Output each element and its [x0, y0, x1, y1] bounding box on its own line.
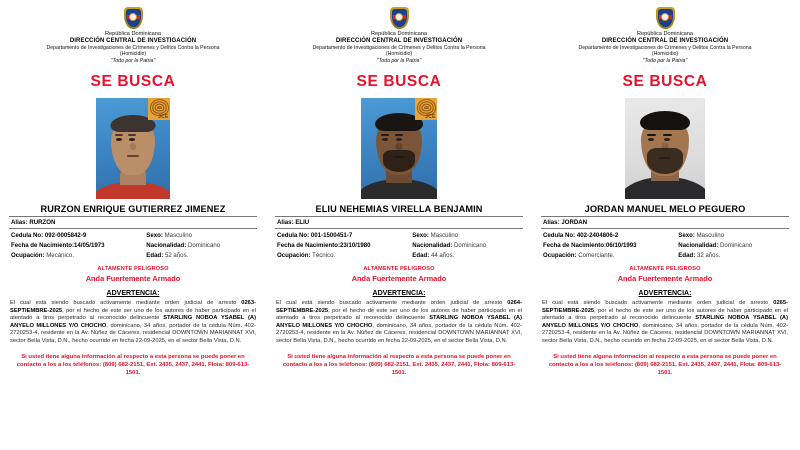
sexo-label: Sexo: [412, 232, 429, 240]
warrant-mid: , por el hecho de este ser uno de los autores de haber participado en el atentado a tiros perpetrado al reconocido delincuente [542, 307, 788, 322]
nacionalidad-label: Nacionalidad: [412, 241, 453, 249]
nacionalidad-value: Dominicano [719, 241, 753, 249]
alert-heavily-armed: Anda Fuertemente Armado [351, 273, 447, 283]
cedula-value: 402-2404806-2 [576, 232, 619, 240]
se-busca-title: SE BUSCA [622, 73, 708, 91]
suspect-data-grid [9, 232, 257, 259]
suspect-alias-row [275, 217, 523, 229]
contact-info: Si usted tiene alguna información al respecto a esta persona se puede poner en contacto a los a los teléfonos: (809) 682-2151, Ext. 2435, 2437, 2441, Flota: 809-613-1501. [16, 353, 250, 376]
header-agency: DIRECCIÓN CENTRAL DE INVESTIGACIÓN [601, 37, 729, 44]
alert-heavily-armed: Anda Fuertemente Armado [85, 273, 181, 283]
warrant-description [541, 300, 789, 346]
cedula-label: Cedula No: [11, 232, 44, 240]
advertencia-heading: ADVERTENCIA: [372, 289, 426, 297]
field-nacionalidad [678, 242, 789, 250]
ocupacion-label: Ocupación: [277, 251, 311, 259]
suspect-alias-row [541, 217, 789, 229]
poster-header [9, 31, 257, 64]
cedula-value: 001-1500451-7 [310, 232, 353, 240]
fecha-nacimiento-value: 06/10/1993 [606, 241, 637, 249]
header-unit: (Homicidio) [119, 51, 147, 58]
jce-logo-text: JCE [158, 113, 169, 120]
cedula-label: Cedula No: [277, 232, 310, 240]
ocupacion-label: Ocupación: [543, 251, 577, 259]
fecha-nacimiento-label: Fecha de Nacimiento: [277, 241, 340, 249]
alert-highly-dangerous: ALTAMENTE PELIGROSO [97, 266, 169, 273]
se-busca-title: SE BUSCA [356, 73, 442, 91]
field-fecha-nacimiento [277, 242, 412, 250]
field-fecha-nacimiento [11, 242, 146, 250]
warrant-suffix: , dominicano, 34 años, portador de la cédula Núm. 402-2720253-4, residente en la Av. Núñez de Cáceres, residencial DOWNTOWN MARIANNAT XVI, sector Bella Vista, D.N., hecho ocurrido en fecha 22-09-2025, en el sector Bella Vista, D.N. [10, 322, 256, 345]
edad-label: Edad: [146, 251, 164, 259]
police-shield-emblem-icon [124, 7, 143, 29]
header-country: República Dominicana [371, 31, 427, 37]
wanted-poster-3 [532, 0, 798, 450]
field-nacionalidad [412, 242, 523, 250]
header-unit: (Homicidio) [651, 51, 679, 58]
header-department: Departamento de Investigaciones de Crímenes y Delitos Contra la Persona [312, 45, 486, 52]
wanted-poster-2 [266, 0, 532, 450]
alias-label: Alias: [543, 219, 560, 227]
police-shield-emblem-icon [656, 7, 675, 29]
suspect-name: RURZON ENRIQUE GUTIERREZ JIMENEZ [9, 204, 257, 217]
field-ocupacion [543, 252, 678, 260]
alias-value: JORDAN [561, 219, 588, 227]
field-edad [412, 252, 523, 260]
alias-label: Alias: [11, 219, 28, 227]
warrant-mid: , por el hecho de este ser uno de los autores de haber participado en el atentado a tiros perpetrado al reconocido delincuente [10, 307, 256, 322]
police-shield-emblem-icon [390, 7, 409, 29]
jce-fingerprint-logo-icon [415, 98, 437, 120]
header-department: Departamento de Investigaciones de Crímenes y Delitos Contra la Persona [578, 45, 752, 52]
se-busca-title: SE BUSCA [90, 73, 176, 91]
ocupacion-label: Ocupación: [11, 251, 45, 259]
nacionalidad-value: Dominicano [187, 241, 221, 249]
sexo-label: Sexo: [146, 232, 163, 240]
suspect-photo [361, 98, 437, 199]
ocupacion-value: Técnico. [312, 251, 336, 259]
warrant-suffix: , dominicano, 34 años, portador de la cédula Núm. 402-2720253-4, residente en la Av. Núñez de Cáceres, residencial DOWNTOWN MARIANNAT XVI, sector Bella Vista, D.N., hecho ocurrido en fecha 22-09-2025, en el sector Bella Vista, D.N. [276, 322, 522, 345]
field-sexo [412, 232, 523, 240]
poster-header [541, 31, 789, 64]
alias-label: Alias: [277, 219, 294, 227]
suspect-alias-row [9, 217, 257, 229]
header-agency: DIRECCIÓN CENTRAL DE INVESTIGACIÓN [335, 37, 463, 44]
danger-alert [541, 266, 789, 283]
header-motto: "Todo por la Patria" [110, 57, 156, 64]
header-unit: (Homicidio) [385, 51, 413, 58]
ocupacion-value: Comerciante. [578, 251, 615, 259]
edad-value: 44 años. [430, 251, 455, 259]
header-country: República Dominicana [105, 31, 161, 37]
warrant-description [275, 300, 523, 346]
poster-header [275, 31, 523, 64]
sexo-value: Masculino [696, 232, 725, 240]
advertencia-heading: ADVERTENCIA: [638, 289, 692, 297]
field-cedula [11, 232, 146, 240]
field-nacionalidad [146, 242, 257, 250]
header-motto: "Todo por la Patria" [376, 57, 422, 64]
cedula-value: 092-0005842-9 [44, 232, 87, 240]
jce-logo-text: JCE [425, 113, 436, 120]
field-fecha-nacimiento [543, 242, 678, 250]
warrant-description [9, 300, 257, 346]
victim-name: STARLING NOBOA YSABEL (A) ANYELO MILLONES Y/O CHOCHO [276, 315, 522, 329]
field-sexo [146, 232, 257, 240]
ocupacion-value: Mecánico. [46, 251, 75, 259]
edad-label: Edad: [678, 251, 696, 259]
warrant-prefix: El cual está siendo buscado activamente mediante orden judicial de arresto [10, 299, 242, 306]
field-cedula [277, 232, 412, 240]
warrant-number: 0264-SEPTIEMBRE-2025 [276, 299, 522, 314]
suspect-photo [625, 98, 705, 199]
field-edad [146, 252, 257, 260]
alert-highly-dangerous: ALTAMENTE PELIGROSO [363, 266, 435, 273]
edad-label: Edad: [412, 251, 430, 259]
victim-name: STARLING NOBOA YSABEL (A) ANYELO MILLONES Y/O CHOCHO [10, 315, 256, 329]
jce-fingerprint-logo-icon [148, 98, 170, 120]
fecha-nacimiento-label: Fecha de Nacimiento: [543, 241, 606, 249]
field-ocupacion [11, 252, 146, 260]
danger-alert [9, 266, 257, 283]
danger-alert [275, 266, 523, 283]
nacionalidad-label: Nacionalidad: [678, 241, 719, 249]
alias-value: ELIU [295, 219, 310, 227]
header-country: República Dominicana [637, 31, 693, 37]
header-agency: DIRECCIÓN CENTRAL DE INVESTIGACIÓN [69, 37, 197, 44]
victim-name: STARLING NOBOA YSABEL (A) ANYELO MILLONES Y/O CHOCHO [542, 315, 788, 329]
nacionalidad-value: Dominicano [453, 241, 487, 249]
sexo-value: Masculino [430, 232, 459, 240]
contact-info: Si usted tiene alguna información al respecto a esta persona se puede poner en contacto a los a los teléfonos: (809) 682-2151, Ext. 2435, 2437, 2441, Flota: 809-613-1501. [282, 353, 516, 376]
field-sexo [678, 232, 789, 240]
field-ocupacion [277, 252, 412, 260]
cedula-label: Cedula No: [543, 232, 576, 240]
alias-value: RURZON [29, 219, 56, 227]
fecha-nacimiento-value: 23/10/1980 [340, 241, 371, 249]
suspect-name: ELIU NEHEMIAS VIRELLA BENJAMIN [275, 204, 523, 217]
alert-highly-dangerous: ALTAMENTE PELIGROSO [629, 266, 701, 273]
warrant-prefix: El cual está siendo buscado activamente mediante orden judicial de arresto [542, 299, 774, 306]
edad-value: 52 años. [164, 251, 189, 259]
contact-info: Si usted tiene alguna información al respecto a esta persona se puede poner en contacto a los a los teléfonos: (809) 682-2151, Ext. 2435, 2437, 2441, Flota: 809-613-1501. [548, 353, 782, 376]
warrant-prefix: El cual está siendo buscado activamente mediante orden judicial de arresto [276, 299, 508, 306]
suspect-data-grid [541, 232, 789, 259]
suspect-data-grid [275, 232, 523, 259]
wanted-poster-1 [0, 0, 266, 450]
warrant-suffix: , dominicano, 34 años, portador de la cédula Núm. 402-2720253-4, residente en la Av. Núñez de Cáceres, residencial DOWNTOWN MARIANNAT XVI, sector Bella Vista, D.N., hecho ocurrido en fecha 22-09-2025, en el sector Bella Vista, D.N. [542, 322, 788, 345]
header-department: Departamento de Investigaciones de Crímenes y Delitos Contra la Persona [46, 45, 220, 52]
sexo-label: Sexo: [678, 232, 695, 240]
nacionalidad-label: Nacionalidad: [146, 241, 187, 249]
fecha-nacimiento-label: Fecha de Nacimiento: [11, 241, 74, 249]
suspect-name: JORDAN MANUEL MELO PEGUERO [541, 204, 789, 217]
header-motto: "Todo por la Patria" [642, 57, 688, 64]
edad-value: 32 años. [696, 251, 721, 259]
fecha-nacimiento-value: 14/05/1973 [74, 241, 105, 249]
field-edad [678, 252, 789, 260]
suspect-photo [96, 98, 170, 199]
warrant-number: 0263-SEPTIEMBRE-2025 [10, 299, 256, 314]
sexo-value: Masculino [164, 232, 193, 240]
warrant-mid: , por el hecho de este ser uno de los autores de haber participado en el atentado a tiros perpetrado al reconocido delincuente [276, 307, 522, 322]
advertencia-heading: ADVERTENCIA: [106, 289, 160, 297]
alert-heavily-armed: Anda Fuertemente Armado [617, 273, 713, 283]
warrant-number: 0265-SEPTIEMBRE-2025 [542, 299, 788, 314]
field-cedula [543, 232, 678, 240]
